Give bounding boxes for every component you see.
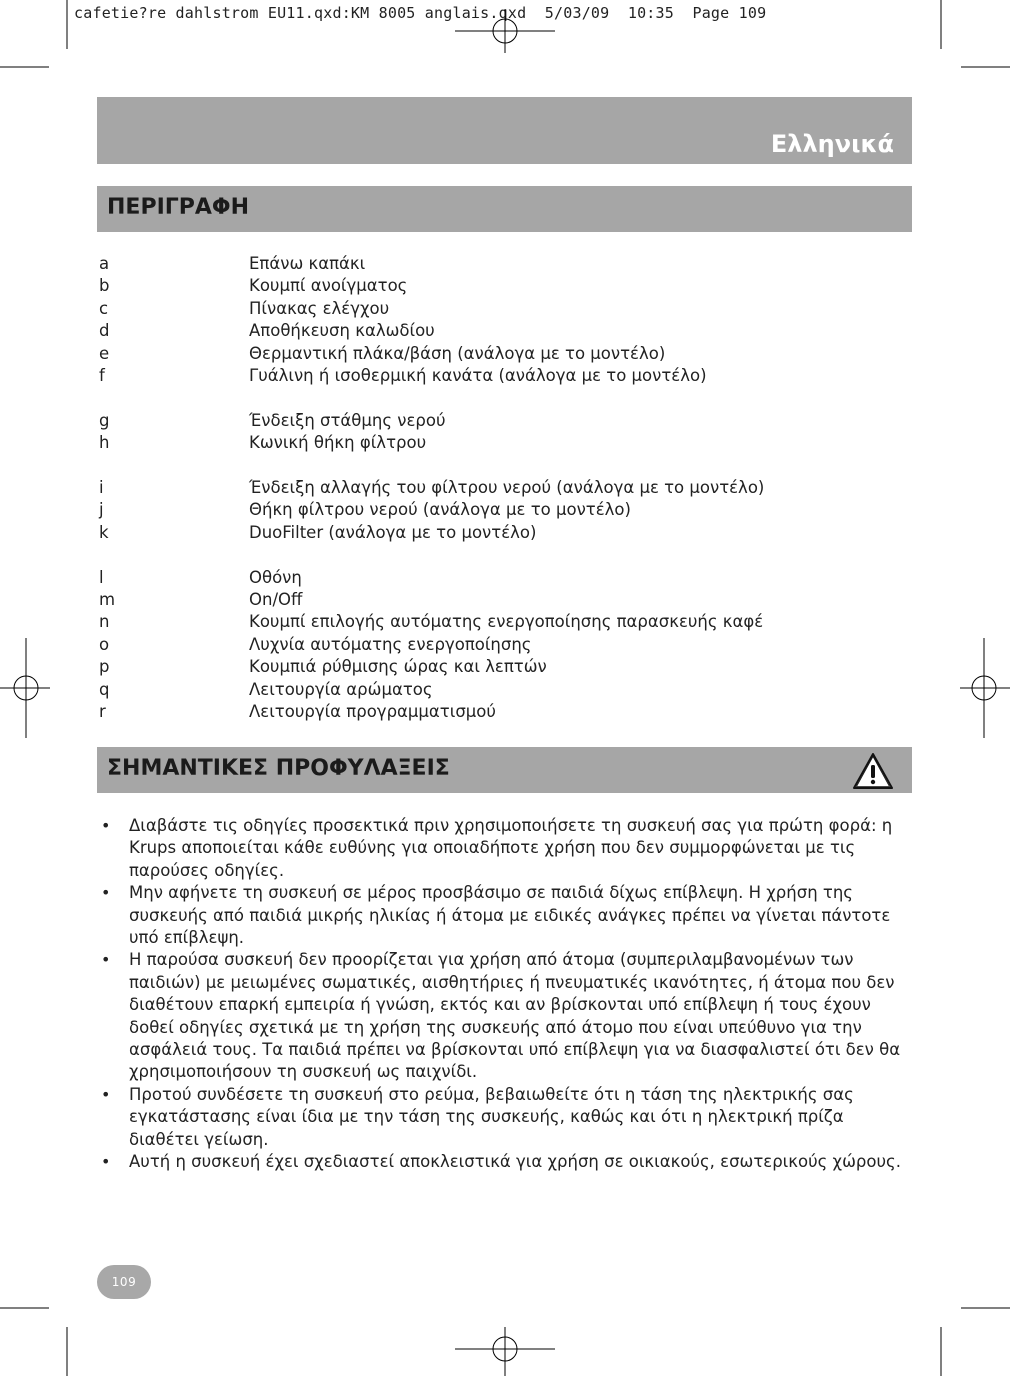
bullet-marker: •: [101, 950, 111, 970]
part-description: Αποθήκευση καλωδίου: [249, 321, 435, 341]
part-row: [99, 611, 899, 633]
part-letter: k: [99, 522, 109, 542]
precaution-text: Η παρούσα συσκευή δεν προορίζεται για χρήση από άτομα (συμπεριλαμβανομένων των παιδιών) με μειωμένες σωματικές, αισθητήριες ή πνευματικές ικανότητες, ή άτομα που δεν διαθέτουν επαρκή εμπειρία ή γνώση, εκτός και αν βρίσκονται υπό επίβλεψη ή τους έχουν δοθεί οδηγίες σχετικά με τη χρήση της συσκευής από άτομο που είναι υπεύθυνο για την ασφάλειά τους. Τα παιδιά πρέπει να βρίσκονται υπό επίβλεψη για να διασφαλιστεί ότι δεν θα χρησιμοποιήσουν τη συσκευή ως παιχνίδι.: [129, 950, 901, 1082]
precautions-section-bar: [97, 747, 912, 793]
part-description: Ένδειξη αλλαγής του φίλτρου νερού (ανάλογα με το μοντέλο): [249, 478, 765, 498]
precaution-item: [98, 1084, 914, 1151]
page-number-badge: 109: [97, 1265, 151, 1299]
bullet-marker: •: [101, 1152, 111, 1172]
part-description: Επάνω καπάκι: [249, 254, 366, 273]
precaution-item: [98, 949, 914, 1083]
part-letter: l: [99, 567, 104, 587]
precaution-text: Αυτή η συσκευή έχει σχεδιαστεί αποκλειστικά για χρήση σε οικιακούς, εσωτερικούς χώρους.: [129, 1152, 901, 1172]
registration-mark-bottom: [455, 1327, 555, 1376]
part-description: Λειτουργία αρώματος: [249, 679, 433, 699]
part-row: [99, 634, 899, 656]
part-description: Οθόνη: [249, 567, 302, 587]
part-letter: n: [99, 612, 110, 632]
language-label: Ελληνικά: [770, 130, 894, 158]
part-row: [99, 679, 899, 701]
part-description: Λειτουργία προγραμματισμού: [249, 702, 496, 722]
part-letter: c: [99, 298, 109, 318]
part-description: Γυάλινη ή ισοθερμική κανάτα (ανάλογα με το μοντέλο): [249, 366, 707, 386]
precaution-item: [98, 815, 914, 882]
bullet-marker: •: [101, 1084, 111, 1104]
part-row: [99, 275, 899, 297]
registration-mark-left: [0, 638, 50, 738]
part-description: Κουμπιά ρύθμισης ώρας και λεπτών: [249, 657, 547, 677]
bullet-marker: •: [101, 883, 111, 903]
precaution-item: [98, 882, 914, 949]
part-row: [99, 298, 899, 320]
part-row: [99, 477, 899, 499]
bullet-marker: •: [101, 816, 111, 835]
part-row: [99, 499, 899, 521]
part-letter: g: [99, 410, 110, 430]
part-description: On/Off: [249, 590, 303, 610]
precaution-item: [98, 1151, 914, 1173]
part-letter: d: [99, 321, 110, 341]
description-section-bar: [97, 186, 912, 232]
part-description: Κουμπί επιλογής αυτόματης ενεργοποίησης παρασκευής καφέ: [249, 612, 764, 632]
part-letter: p: [99, 657, 110, 677]
part-letter: m: [99, 590, 116, 610]
part-letter: q: [99, 679, 110, 699]
part-description: Θερμαντική πλάκα/βάση (ανάλογα με το μοντέλο): [249, 343, 666, 363]
part-description: Λυχνία αυτόματης ενεργοποίησης: [249, 634, 532, 654]
part-description: Πίνακας ελέγχου: [249, 298, 390, 318]
part-description: Ένδειξη στάθμης νερού: [249, 410, 446, 430]
part-letter: a: [99, 254, 110, 273]
print-slug: cafetie?re dahlstrom EU11.qxd:KM 8005 anglais.qxd 5/03/09 10:35 Page 109: [74, 4, 767, 22]
part-row: [99, 656, 899, 678]
parts-list: [99, 253, 899, 723]
language-header-band: [97, 97, 912, 164]
precaution-text: Μην αφήνετε τη συσκευή σε μέρος προσβάσιμο σε παιδιά δίχως επίβλεψη. Η χρήση της συσκευής από παιδιά μικρής ηλικίας ή άτομα με ειδικές ανάγκες πρέπει να γίνεται πάντοτε υπό επίβλεψη.: [129, 883, 891, 948]
registration-mark-right: [960, 638, 1010, 738]
part-row: [99, 343, 899, 365]
part-row: [99, 410, 899, 432]
part-row: [99, 522, 899, 544]
part-row: [99, 320, 899, 342]
part-description: Κωνική θήκη φίλτρου: [249, 433, 427, 453]
part-row: [99, 253, 899, 275]
part-row: [99, 365, 899, 387]
part-description: DuoFilter (ανάλογα με το μοντέλο): [249, 522, 537, 542]
precautions-list: [98, 815, 914, 1174]
part-letter: o: [99, 634, 110, 654]
part-letter: f: [99, 366, 105, 386]
part-row: [99, 701, 899, 723]
precaution-text: Διαβάστε τις οδηγίες προσεκτικά πριν χρησιμοποιήσετε τη συσκευή σας για πρώτη φορά: η Krups αποποιείται κάθε ευθύνης για οποιαδήποτε χρήση που δεν συμμορφώνεται με τις παρούσες οδηγίες.: [129, 816, 893, 880]
part-letter: i: [99, 478, 104, 498]
description-heading: ΠΕΡΙΓΡΑΦΗ: [107, 195, 250, 220]
part-row: [99, 432, 899, 454]
part-letter: e: [99, 343, 110, 363]
precaution-text: Προτού συνδέσετε τη συσκευή στο ρεύμα, βεβαιωθείτε ότι η τάση της ηλεκτρικής σας εγκατάστασης είναι ίδια με την τάση της συσκευής, καθώς και ότι η ηλεκτρική πρίζα διαθέτει γείωση.: [129, 1084, 854, 1149]
part-description: Θήκη φίλτρου νερού (ανάλογα με το μοντέλο): [249, 500, 631, 520]
warning-triangle-icon: [852, 752, 894, 790]
part-row: [99, 567, 899, 589]
precautions-heading: ΣΗΜΑΝΤΙΚΕΣ ΠΡΟΦΥΛΑΞΕΙΣ: [107, 756, 450, 781]
part-letter: h: [99, 433, 110, 453]
part-row: [99, 589, 899, 611]
part-letter: b: [99, 276, 110, 296]
part-letter: j: [99, 500, 104, 520]
part-letter: r: [99, 702, 106, 722]
part-description: Κουμπί ανοίγματος: [249, 276, 408, 296]
